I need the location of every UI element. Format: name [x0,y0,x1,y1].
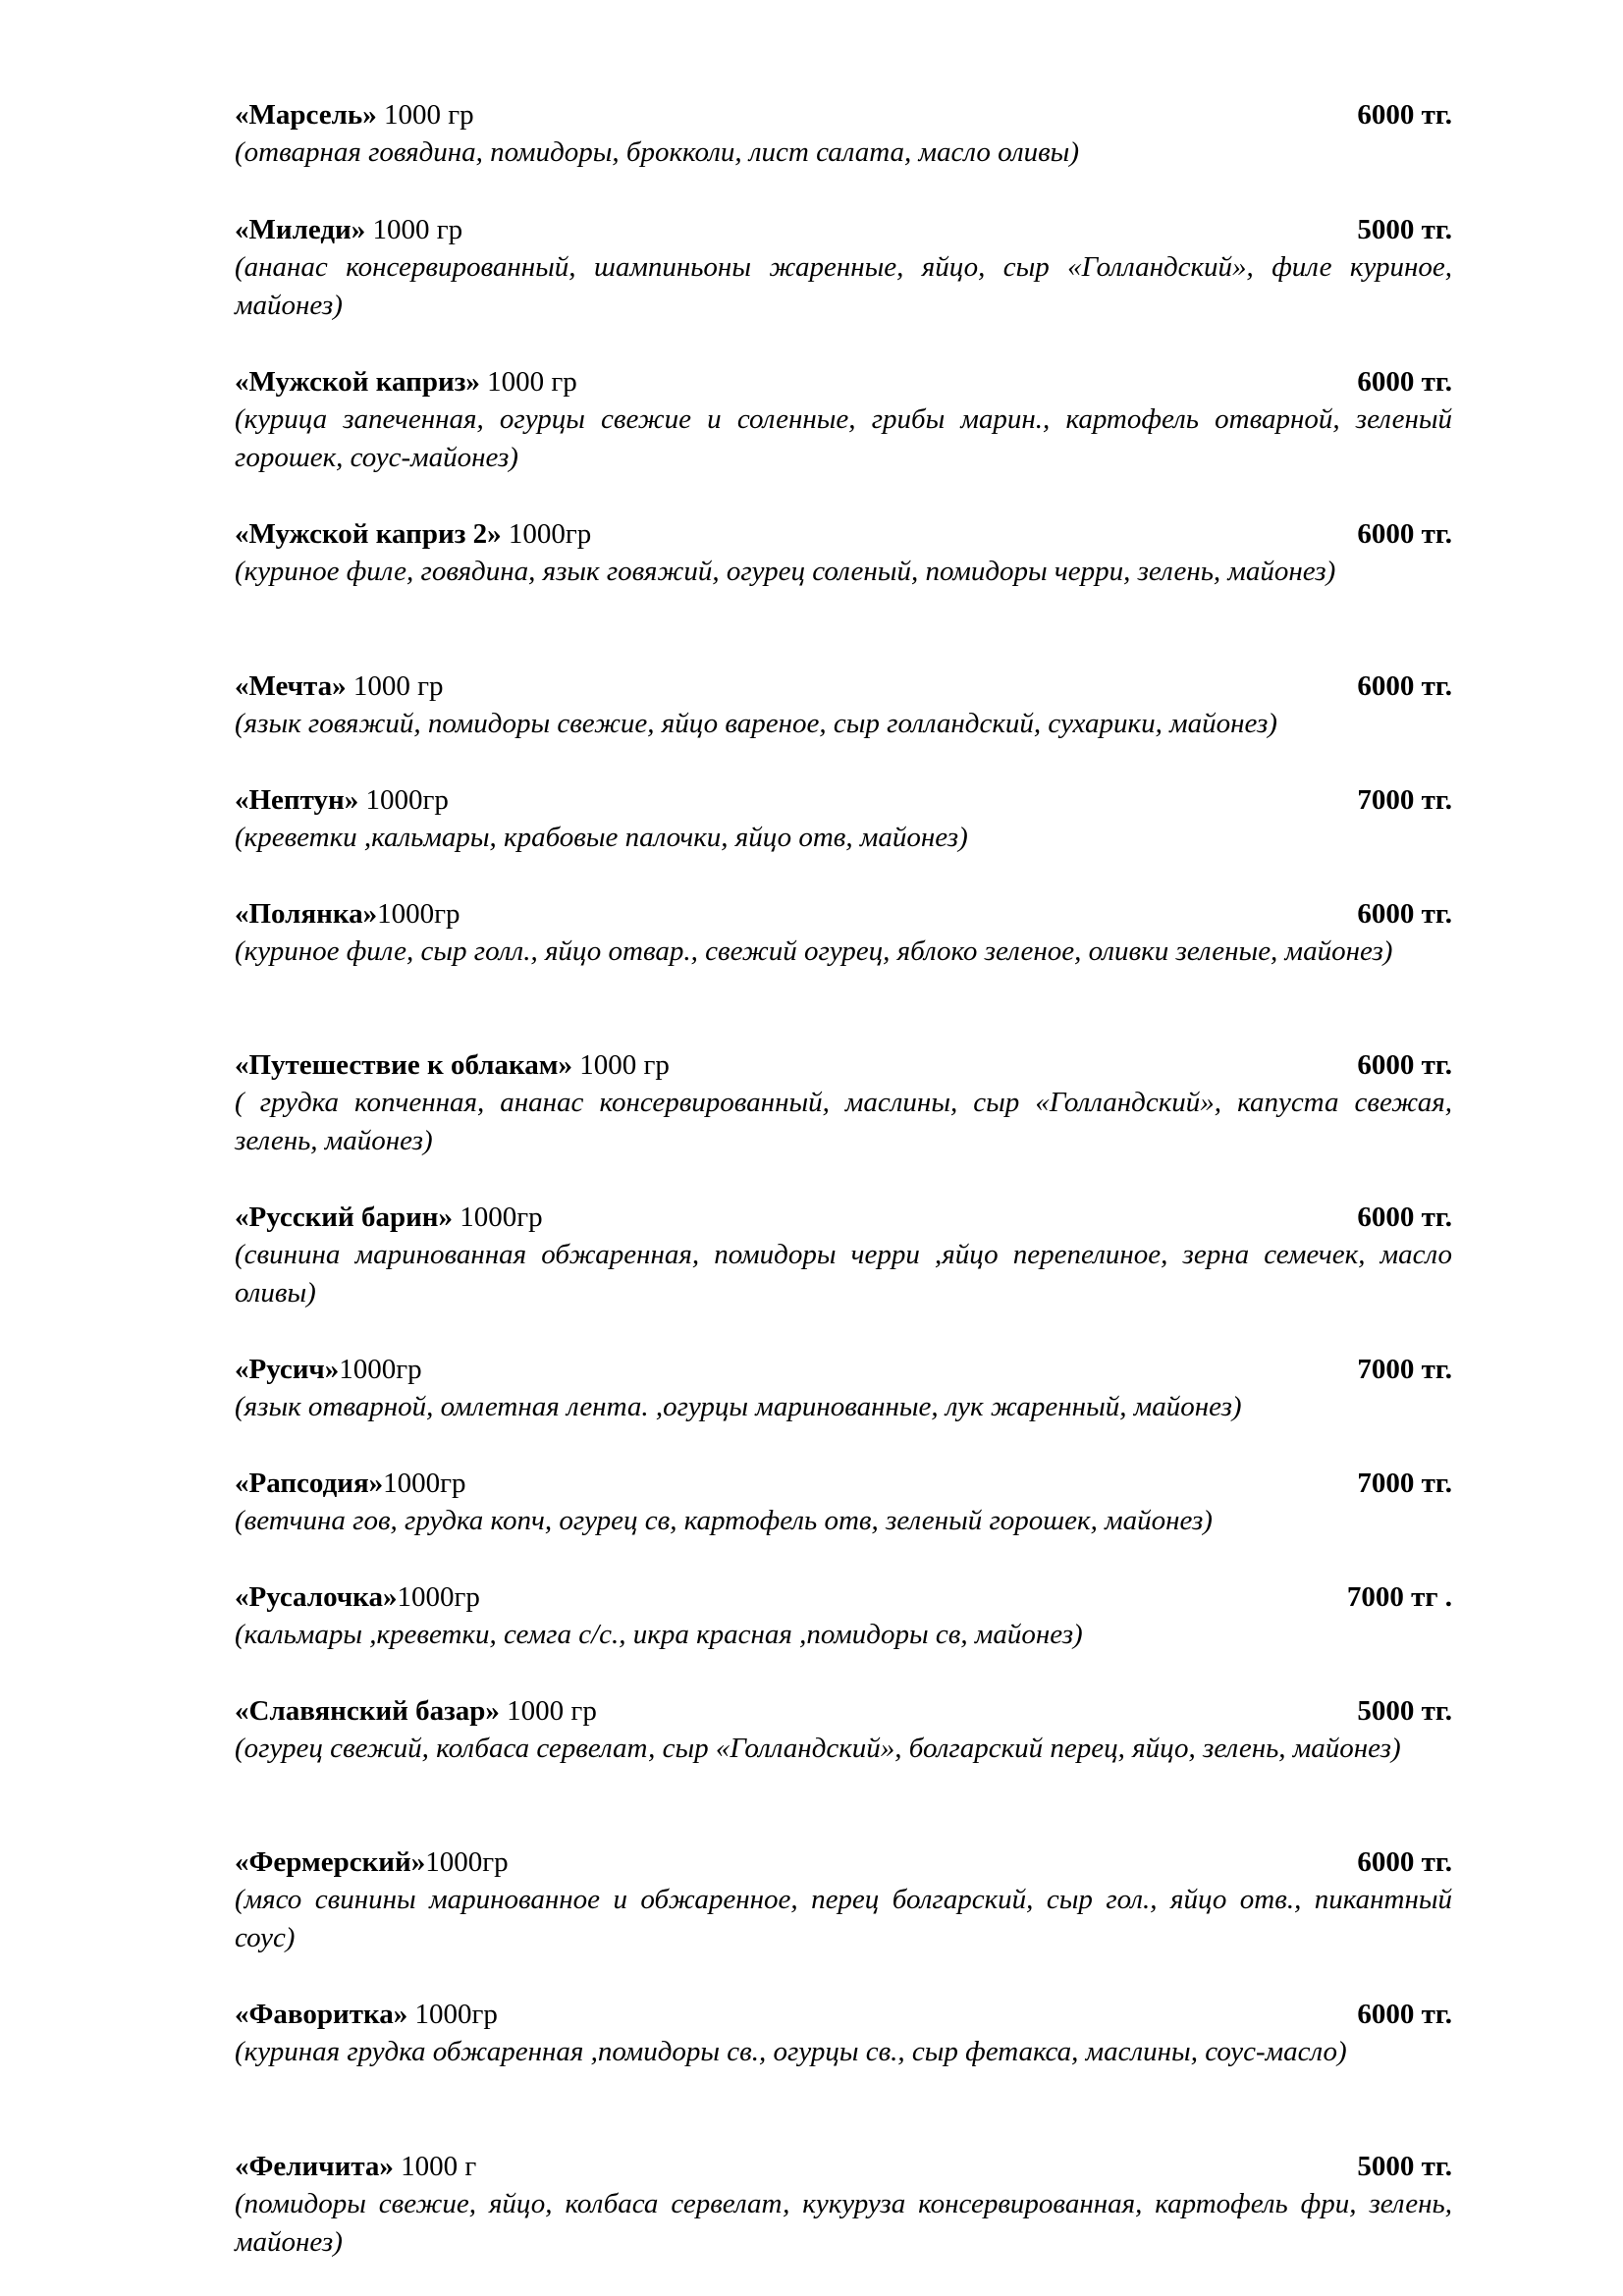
item-weight: 1000 гр [346,670,444,702]
item-weight: 1000гр [397,1581,480,1613]
item-weight: 1000гр [377,898,460,930]
item-weight: 1000гр [383,1468,466,1499]
item-price: 6000 тг. [1357,518,1452,550]
item-header [235,1996,1452,2033]
item-description: (кальмары ,креветки, семга с/с., икра красная ,помидоры св, майонез) [235,1619,1083,1650]
item-price: 7000 тг. [1357,1468,1452,1499]
menu-item [235,96,1452,172]
item-weight: 1000гр [453,1201,543,1233]
item-name: «Миледи» [235,214,366,245]
menu-item [235,667,1452,743]
item-description: (огурец свежий, колбаса сервелат, сыр «Голландский», болгарский перец, яйцо, зелень, майонез) [235,1733,1401,1764]
item-name: «Мечта» [235,670,347,702]
item-price: 6000 тг. [1357,1846,1452,1878]
item-header [235,781,1452,819]
item-price: 6000 тг. [1357,1999,1452,2030]
item-name: «Русский барин» [235,1201,453,1233]
item-name: «Фаворитка» [235,1999,408,2030]
item-price: 6000 тг. [1357,99,1452,131]
item-description: (мясо свинины маринованное и обжаренное, перец болгарский, сыр гол., яйцо отв., пикантный соус) [235,1884,1452,1953]
item-header [235,1046,1452,1084]
item-header [235,363,1452,400]
item-price: 6000 тг. [1357,670,1452,702]
item-description: (курица запеченная, огурцы свежие и соленные, грибы марин., картофель отварной, зеленый горошек, соус-майонез) [235,403,1452,473]
menu-item [235,211,1452,325]
item-header [235,895,1452,933]
item-weight: 1000гр [339,1354,422,1385]
item-name: «Славянский базар» [235,1695,500,1727]
item-name: «Полянка» [235,898,378,930]
menu-item [235,2148,1452,2262]
menu-item [235,1996,1452,2071]
item-name: «Рапсодия» [235,1468,384,1499]
item-description: (язык говяжий, помидоры свежие, яйцо вареное, сыр голландский, сухарики, майонез) [235,708,1277,739]
item-weight: 1000гр [358,784,449,816]
item-description: (куриное филе, говядина, язык говяжий, огурец соленый, помидоры черри, зелень, майонез) [235,556,1336,587]
item-price: 7000 тг. [1357,1354,1452,1385]
item-price: 5000 тг. [1357,214,1452,245]
item-weight: 1000гр [407,1999,498,2030]
item-name: «Феличита» [235,2151,394,2182]
item-price: 5000 тг. [1357,2151,1452,2182]
item-header [235,1692,1452,1730]
item-description: (помидоры свежие, яйцо, колбаса сервелат, кукуруза консервированная, картофель фри, зелень, майонез) [235,2188,1452,2258]
item-description: ( грудка копченная, ананас консервированный, маслины, сыр «Голландский», капуста свежая, зелень, майонез) [235,1087,1452,1156]
menu-item [235,895,1452,971]
item-name: «Мужской каприз» [235,366,480,398]
item-description: (отварная говядина, помидоры, брокколи, лист салата, масло оливы) [235,136,1079,168]
item-header [235,1843,1452,1881]
item-name: «Мужской каприз 2» [235,518,502,550]
item-price: 5000 тг. [1357,1695,1452,1727]
menu-item [235,1578,1452,1654]
item-description: (свинина маринованная обжаренная, помидоры черри ,яйцо перепелиное, зерна семечек, масло оливы) [235,1239,1452,1308]
item-name: «Нептун» [235,784,359,816]
item-price: 6000 тг. [1357,1201,1452,1233]
menu-item [235,515,1452,591]
menu-item [235,781,1452,857]
item-header [235,515,1452,553]
item-price: 6000 тг. [1357,1049,1452,1081]
item-weight: 1000гр [425,1846,509,1878]
item-weight: 1000 г [393,2151,477,2182]
item-price: 6000 тг. [1357,366,1452,398]
item-weight: 1000 гр [499,1695,597,1727]
item-weight: 1000гр [501,518,592,550]
item-description: (ветчина гов, грудка копч, огурец св, картофель отв, зеленый горошек, майонез) [235,1505,1213,1536]
item-weight: 1000 гр [365,214,463,245]
item-description: (язык отварной, омлетная лента. ,огурцы маринованные, лук жаренный, майонез) [235,1391,1242,1422]
menu-item [235,1351,1452,1426]
item-header [235,1578,1452,1616]
item-header [235,1199,1452,1236]
item-description: (ананас консервированный, шампиньоны жаренные, яйцо, сыр «Голландский», филе куриное, майонез) [235,251,1452,321]
item-header [235,1465,1452,1502]
item-header [235,96,1452,133]
item-header [235,211,1452,248]
item-description: (креветки ,кальмары, крабовые палочки, яйцо отв, майонез) [235,822,968,853]
menu-item [235,1046,1452,1160]
item-header [235,2148,1452,2185]
menu-item [235,1465,1452,1540]
item-name: «Русич» [235,1354,340,1385]
item-header [235,667,1452,705]
item-price: 7000 тг. [1357,784,1452,816]
item-price: 7000 тг . [1346,1581,1452,1613]
item-name: «Путешествие к облакам» [235,1049,573,1081]
item-description: (куриное филе, сыр голл., яйцо отвар., свежий огурец, яблоко зеленое, оливки зеленые, майонез) [235,935,1393,967]
item-name: «Русалочка» [235,1581,398,1613]
item-price: 6000 тг. [1357,898,1452,930]
item-weight: 1000 гр [479,366,577,398]
menu-item [235,1199,1452,1312]
menu-item [235,363,1452,477]
menu-item [235,1843,1452,1957]
item-weight: 1000 гр [376,99,474,131]
item-name: «Марсель» [235,99,377,131]
item-description: (куриная грудка обжаренная ,помидоры св., огурцы св., сыр фетакса, маслины, соус-масло) [235,2036,1347,2067]
item-header [235,1351,1452,1388]
menu-item [235,1692,1452,1768]
item-weight: 1000 гр [572,1049,670,1081]
item-name: «Фермерский» [235,1846,426,1878]
